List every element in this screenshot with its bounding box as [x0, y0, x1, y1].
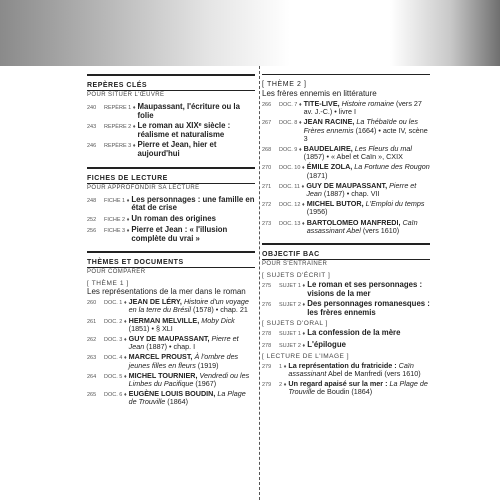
section-subtitle-themes: POUR COMPARER — [87, 267, 255, 277]
page-number: 265 — [87, 392, 97, 399]
page-number: 278 — [262, 331, 272, 338]
toc-entry[interactable] — [262, 380, 430, 396]
entry-title: Le roman au XIXᵉ siècle : réalisme et naturalisme — [137, 121, 231, 139]
doc-work: La Fortune des Rougon — [354, 162, 430, 172]
doc-work: Caïn assassinant Abel — [306, 217, 418, 235]
page-number: 266 — [262, 102, 272, 108]
doc-author: BAUDELAIRE, — [303, 144, 353, 154]
right-column — [262, 74, 430, 399]
toc-entry[interactable] — [87, 122, 255, 139]
page-number: 240 — [87, 105, 97, 111]
doc-author: MICHEL TOURNIER, — [128, 370, 198, 380]
entry-kind: SUJET 2 ♦ — [279, 342, 306, 349]
section-subtitle-fiches: POUR APPROFONDIR SA LECTURE — [87, 183, 255, 193]
section-subtitle-reperes: POUR SITUER L'ŒUVRE — [87, 90, 255, 100]
page-number: 275 — [262, 283, 272, 290]
entry-title: L'épilogue — [307, 339, 346, 349]
entry-kind: FICHE 3 ♦ — [104, 227, 130, 234]
doc-author: GUY DE MAUPASSANT, — [128, 333, 210, 343]
doc-extra: (1578) • chap. 21 — [193, 305, 248, 315]
doc-work: Les Fleurs du mal — [354, 144, 412, 154]
doc-work: La Plage de Trouville — [128, 389, 246, 407]
doc-work: L'Emploi du temps — [365, 199, 425, 209]
toc-entry[interactable] — [87, 103, 255, 120]
doc-extra: Abel de Manfredi (vers 1610) — [327, 369, 421, 379]
section-title-themes: THÈMES ET DOCUMENTS — [87, 251, 255, 267]
entry-title: Des personnages romanesques : les frères ennemis — [307, 299, 430, 317]
doc-work: Vendredi ou les Limbes du Pacifique — [128, 370, 250, 388]
header-banner — [0, 0, 500, 66]
entry-kind: REPÈRE 2 ♦ — [104, 124, 136, 131]
page-number: 260 — [87, 300, 97, 307]
doc-author: GUY DE MAUPASSANT, — [306, 180, 388, 190]
toc-entry[interactable] — [87, 372, 255, 388]
entry-kind: DOC. 10 ♦ — [279, 165, 305, 172]
toc-entry[interactable] — [87, 335, 255, 351]
page-number: 278 — [262, 342, 272, 349]
entry-kind: 1 ♦ — [279, 363, 287, 370]
entry-title: Pierre et Jean : « l'illusion complète du vrai » — [131, 224, 228, 243]
doc-extra: (1919) — [197, 360, 219, 370]
section-title-reperes: REPÈRES CLÉS — [87, 74, 255, 90]
doc-extra: (1851) • § XLI — [128, 323, 173, 333]
doc-author: TITE-LIVE, — [303, 99, 340, 108]
entry-kind: FICHE 1 ♦ — [104, 197, 130, 204]
entry-kind: SUJET 1 ♦ — [279, 331, 306, 338]
doc-work: Histoire romaine — [341, 99, 394, 108]
doc-extra: (1887) • chap. VII — [323, 189, 380, 199]
entry-kind: DOC. 11 ♦ — [279, 183, 305, 190]
section-subtitle-objectif: POUR S'ENTRAÎNER — [262, 259, 430, 269]
doc-extra: (vers 1610) — [362, 225, 400, 235]
doc-extra: (1857) • « Abel et Caïn », CXIX — [303, 152, 403, 162]
page-number: 270 — [262, 165, 272, 172]
entry-title: Les personnages : une famille en état de crise — [131, 194, 255, 213]
toc-entry[interactable] — [262, 100, 430, 116]
doc-author: MARCEL PROUST, — [128, 352, 193, 362]
toc-entry[interactable] — [262, 300, 430, 317]
doc-work: À l'ombre des jeunes filles en fleurs — [128, 352, 239, 370]
doc-author: HERMAN MELVILLE, — [128, 315, 200, 325]
doc-work: La Thébaïde ou les Frères ennemis — [303, 117, 418, 135]
page-number: 262 — [87, 336, 97, 343]
doc-author: JEAN RACINE, — [303, 117, 355, 127]
theme-label: [ THÈME 1 ] — [87, 280, 129, 288]
page-number: 261 — [87, 318, 97, 325]
entry-kind: DOC. 4 ♦ — [104, 355, 127, 362]
page-number: 256 — [87, 227, 97, 234]
subsection-image: [ LECTURE DE L'IMAGE ] — [262, 352, 350, 360]
toc-entry[interactable] — [87, 196, 255, 213]
toc-entry[interactable] — [87, 141, 255, 158]
doc-author: ÉMILE ZOLA, — [306, 162, 353, 172]
doc-work: Histoire d'un voyage en la terre du Brésil — [128, 297, 249, 315]
toc-entry[interactable] — [87, 390, 255, 406]
section-title-fiches: FICHES DE LECTURE — [87, 167, 255, 183]
doc-work: Caïn assassinant — [288, 360, 414, 379]
doc-work: La Plage de Trouville — [288, 379, 428, 397]
entry-title: Maupassant, l'écriture ou la folie — [137, 102, 240, 120]
doc-extra: de Boudin (1864) — [317, 387, 373, 397]
entry-kind: SUJET 1 ♦ — [279, 283, 306, 290]
section-title-objectif: OBJECTIF BAC — [262, 243, 430, 259]
theme-title: Les frères ennemis en littérature — [262, 89, 377, 98]
doc-extra: (1864) — [167, 397, 189, 407]
entry-title: La confession de la mère — [307, 328, 401, 338]
entry-kind: DOC. 12 ♦ — [279, 202, 305, 209]
page-number: 243 — [87, 124, 97, 131]
doc-author: EUGÈNE LOUIS BOUDIN, — [128, 389, 216, 399]
doc-extra: (1956) — [306, 207, 328, 217]
theme-label: [ THÈME 2 ] — [262, 74, 430, 89]
toc-entry[interactable] — [262, 182, 430, 198]
toc-entry[interactable] — [87, 215, 255, 224]
page-number: 268 — [262, 147, 272, 154]
entry-kind: DOC. 7 ♦ — [279, 102, 302, 108]
entry-title: Un regard apaisé sur la mer : — [288, 379, 388, 389]
doc-work: Pierre et Jean — [128, 333, 239, 352]
doc-extra: (vers 27 av. J.-C.) • livre I — [303, 99, 422, 117]
doc-author: BARTOLOMEO MANFREDI, — [306, 217, 401, 227]
entry-kind: DOC. 13 ♦ — [279, 220, 305, 227]
toc-entry[interactable] — [262, 200, 430, 216]
entry-title: La représentation du fratricide : — [288, 360, 397, 370]
page-number: 279 — [262, 382, 272, 389]
entry-kind: DOC. 3 ♦ — [104, 336, 127, 343]
page-number: 263 — [87, 355, 97, 362]
page-number: 252 — [87, 216, 97, 223]
toc-entry[interactable] — [262, 145, 430, 161]
toc-entry[interactable] — [262, 329, 430, 338]
entry-kind: 2 ♦ — [279, 382, 287, 389]
page-number: 276 — [262, 302, 272, 309]
page-number: 279 — [262, 363, 272, 370]
theme-title: Les représentations de la mer dans le roman — [87, 287, 246, 297]
doc-extra: (1664) • acte IV, scène 3 — [303, 125, 428, 143]
left-column — [87, 74, 255, 409]
doc-extra: (1871) — [306, 170, 328, 180]
toc-entry[interactable] — [262, 362, 430, 378]
page-number: 267 — [262, 120, 272, 127]
toc-entry[interactable] — [87, 317, 255, 333]
doc-author: MICHEL BUTOR, — [306, 199, 364, 209]
entry-kind: DOC. 5 ♦ — [104, 373, 127, 380]
subsection-oral: [ SUJETS D'ORAL ] — [262, 320, 328, 328]
page-number: 264 — [87, 373, 97, 380]
entry-title: Pierre et Jean, hier et aujourd'hui — [137, 140, 217, 158]
entry-kind: DOC. 2 ♦ — [104, 318, 127, 325]
page-number: 248 — [87, 197, 97, 204]
entry-kind: FICHE 2 ♦ — [104, 216, 130, 223]
doc-work: Pierre et Jean — [306, 180, 417, 199]
doc-author: JEAN DE LÉRY, — [128, 297, 182, 307]
toc-entry[interactable] — [262, 163, 430, 179]
entry-kind: REPÈRE 3 ♦ — [104, 143, 136, 150]
toc-entry[interactable] — [262, 118, 430, 143]
page-number: 273 — [262, 220, 272, 227]
entry-kind: DOC. 8 ♦ — [279, 120, 302, 127]
entry-kind: DOC. 6 ♦ — [104, 392, 127, 399]
entry-title: Le roman et ses personnages : visions de la mer — [307, 280, 423, 298]
doc-extra: (1887) • chap. I — [146, 342, 196, 352]
entry-kind: SUJET 2 ♦ — [279, 302, 306, 309]
subsection-ecrit: [ SUJETS D'ÉCRIT ] — [262, 272, 331, 280]
doc-work: Moby Dick — [201, 315, 235, 325]
column-divider — [259, 66, 260, 500]
entry-kind: DOC. 1 ♦ — [104, 300, 127, 307]
page-number: 271 — [262, 183, 272, 190]
page-number: 246 — [87, 143, 97, 150]
entry-kind: DOC. 9 ♦ — [279, 147, 302, 154]
doc-extra: (1967) — [195, 378, 217, 388]
toc-entry[interactable] — [262, 281, 430, 298]
entry-title: Un roman des origines — [131, 213, 216, 223]
toc-entry[interactable] — [262, 341, 430, 350]
toc-entry[interactable] — [87, 226, 255, 243]
toc-entry[interactable] — [262, 219, 430, 235]
toc-entry[interactable] — [87, 298, 255, 314]
page-number: 272 — [262, 202, 272, 209]
toc-entry[interactable] — [87, 353, 255, 369]
entry-kind: REPÈRE 1 ♦ — [104, 105, 136, 111]
